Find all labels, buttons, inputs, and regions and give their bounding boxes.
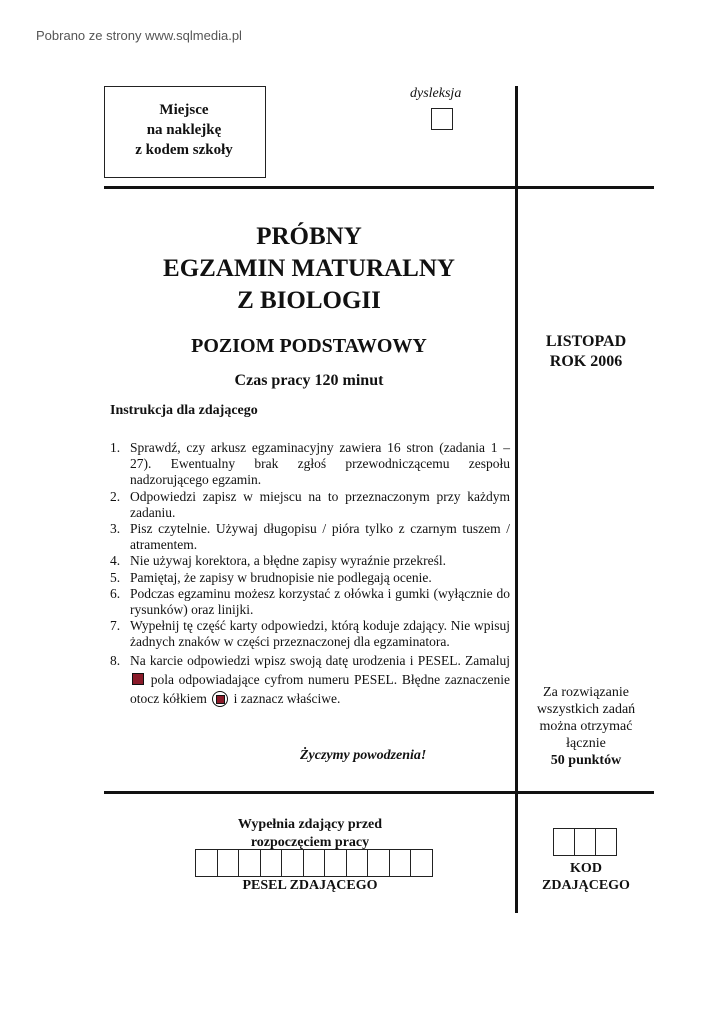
item-number: 4. bbox=[110, 553, 121, 569]
pesel-digit-box[interactable] bbox=[260, 849, 283, 877]
bottom-divider bbox=[104, 791, 654, 794]
sticker-label bbox=[104, 100, 264, 160]
dyslexia-label: dysleksja bbox=[410, 86, 462, 101]
sticker-line-1: Miejsce bbox=[159, 102, 209, 118]
exam-date bbox=[518, 332, 654, 372]
sticker-line-3: z kodem szkoły bbox=[135, 142, 233, 158]
code-input-boxes bbox=[554, 828, 617, 856]
pesel-label: PESEL ZDAJĄCEGO bbox=[242, 878, 378, 893]
vertical-divider bbox=[515, 86, 518, 913]
item-number: 2. bbox=[110, 488, 121, 504]
exam-level: POZIOM PODSTAWOWY bbox=[191, 335, 427, 357]
sticker-line-2: na naklejkę bbox=[146, 122, 222, 138]
instruction-item bbox=[110, 570, 510, 586]
instruction-item bbox=[110, 521, 510, 553]
pesel-digit-box[interactable] bbox=[238, 849, 261, 877]
code-label-line-2: ZDAJĄCEGO bbox=[542, 878, 630, 893]
instruction-item bbox=[110, 553, 510, 569]
pesel-input-boxes bbox=[196, 849, 433, 877]
item-number: 1. bbox=[110, 440, 121, 455]
title-line-1: PRÓBNY bbox=[256, 223, 362, 250]
points-line-2: wszystkich zadań bbox=[536, 702, 636, 717]
exam-year: ROK 2006 bbox=[549, 353, 623, 370]
circled-square-icon bbox=[212, 691, 228, 707]
good-luck-wish: Życzymy powodzenia! bbox=[300, 748, 427, 763]
item-number: 5. bbox=[110, 569, 121, 585]
pesel-instruction-line-1: Wypełnia zdający przed bbox=[237, 817, 383, 832]
top-divider bbox=[104, 186, 654, 189]
item-text-part-2: pola odpowiadające cyfrom numeru PESEL. Błędne zaznaczenie otocz kółkiem bbox=[130, 671, 510, 706]
pesel-digit-box[interactable] bbox=[410, 849, 433, 877]
code-digit-box[interactable] bbox=[574, 828, 596, 856]
dyslexia-checkbox[interactable] bbox=[431, 108, 453, 130]
item-text: Pamiętaj, że zapisy w brudnopisie nie podlegają ocenie. bbox=[130, 569, 432, 585]
exam-month: LISTOPAD bbox=[545, 333, 627, 350]
pesel-digit-box[interactable] bbox=[195, 849, 218, 877]
item-text: Odpowiedzi zapisz w miejscu na to przeznaczonym przy każdym zadaniu. bbox=[130, 488, 510, 520]
code-digit-box[interactable] bbox=[595, 828, 617, 856]
pesel-digit-box[interactable] bbox=[389, 849, 412, 877]
item-text: Pisz czytelnie. Używaj długopisu / pióra tylko z czarnym tuszem / atramentem. bbox=[130, 521, 510, 553]
filled-square-icon bbox=[132, 673, 144, 685]
item-number: 6. bbox=[110, 585, 121, 601]
instruction-item bbox=[110, 440, 510, 489]
exam-duration: Czas pracy 120 minut bbox=[234, 372, 384, 389]
points-info bbox=[518, 684, 654, 769]
item-text-part-1: Na karcie odpowiedzi wpisz swoją datę urodzenia i PESEL. Zamaluj bbox=[130, 652, 510, 668]
instructions-heading: Instrukcja dla zdającego bbox=[110, 403, 258, 418]
item-number: 3. bbox=[110, 521, 121, 537]
points-total: 50 punktów bbox=[550, 753, 622, 768]
instruction-item bbox=[110, 651, 510, 708]
pesel-instruction-line-2: rozpoczęciem pracy bbox=[250, 835, 370, 850]
pesel-digit-box[interactable] bbox=[346, 849, 369, 877]
pesel-digit-box[interactable] bbox=[281, 849, 304, 877]
item-number: 7. bbox=[110, 618, 121, 634]
instructions-list bbox=[110, 440, 510, 708]
code-label bbox=[518, 860, 654, 894]
item-text: Nie używaj korektora, a błędne zapisy wyraźnie przekreśl. bbox=[130, 553, 446, 569]
pesel-digit-box[interactable] bbox=[217, 849, 240, 877]
code-label-line-1: KOD bbox=[570, 861, 602, 876]
pesel-instruction bbox=[200, 816, 420, 852]
pesel-digit-box[interactable] bbox=[367, 849, 390, 877]
instruction-item bbox=[110, 586, 510, 618]
pesel-digit-box[interactable] bbox=[324, 849, 347, 877]
instruction-item bbox=[110, 618, 510, 650]
item-text: Wypełnij tę część karty odpowiedzi, którą koduje zdający. Nie wpisuj żadnych znaków w części przeznaczonej dla egzaminatora. bbox=[130, 618, 510, 650]
item-text-part-3: i zaznacz właściwe. bbox=[233, 690, 341, 706]
instruction-item bbox=[110, 489, 510, 521]
pesel-digit-box[interactable] bbox=[303, 849, 326, 877]
points-line-4: łącznie bbox=[566, 736, 606, 751]
points-line-3: można otrzymać bbox=[539, 719, 633, 734]
code-digit-box[interactable] bbox=[553, 828, 575, 856]
title-line-2: EGZAMIN MATURALNY bbox=[163, 255, 455, 282]
title-line-3: Z BIOLOGII bbox=[237, 287, 381, 314]
item-number: 8. bbox=[110, 652, 121, 668]
source-note: Pobrano ze strony www.sqlmedia.pl bbox=[36, 28, 242, 43]
points-line-5 bbox=[518, 752, 654, 769]
item-text: Podczas egzaminu możesz korzystać z ołówka i gumki (wyłącznie do rysunków) oraz linijki. bbox=[130, 585, 510, 618]
item-text: Sprawdź, czy arkusz egzaminacyjny zawiera 16 stron (zadania 1 – 27). Ewentualny brak zgłoś przewodniczącemu zespołu nadzorującego egzamin. bbox=[130, 440, 510, 488]
points-line-1: Za rozwiązanie bbox=[543, 685, 629, 700]
